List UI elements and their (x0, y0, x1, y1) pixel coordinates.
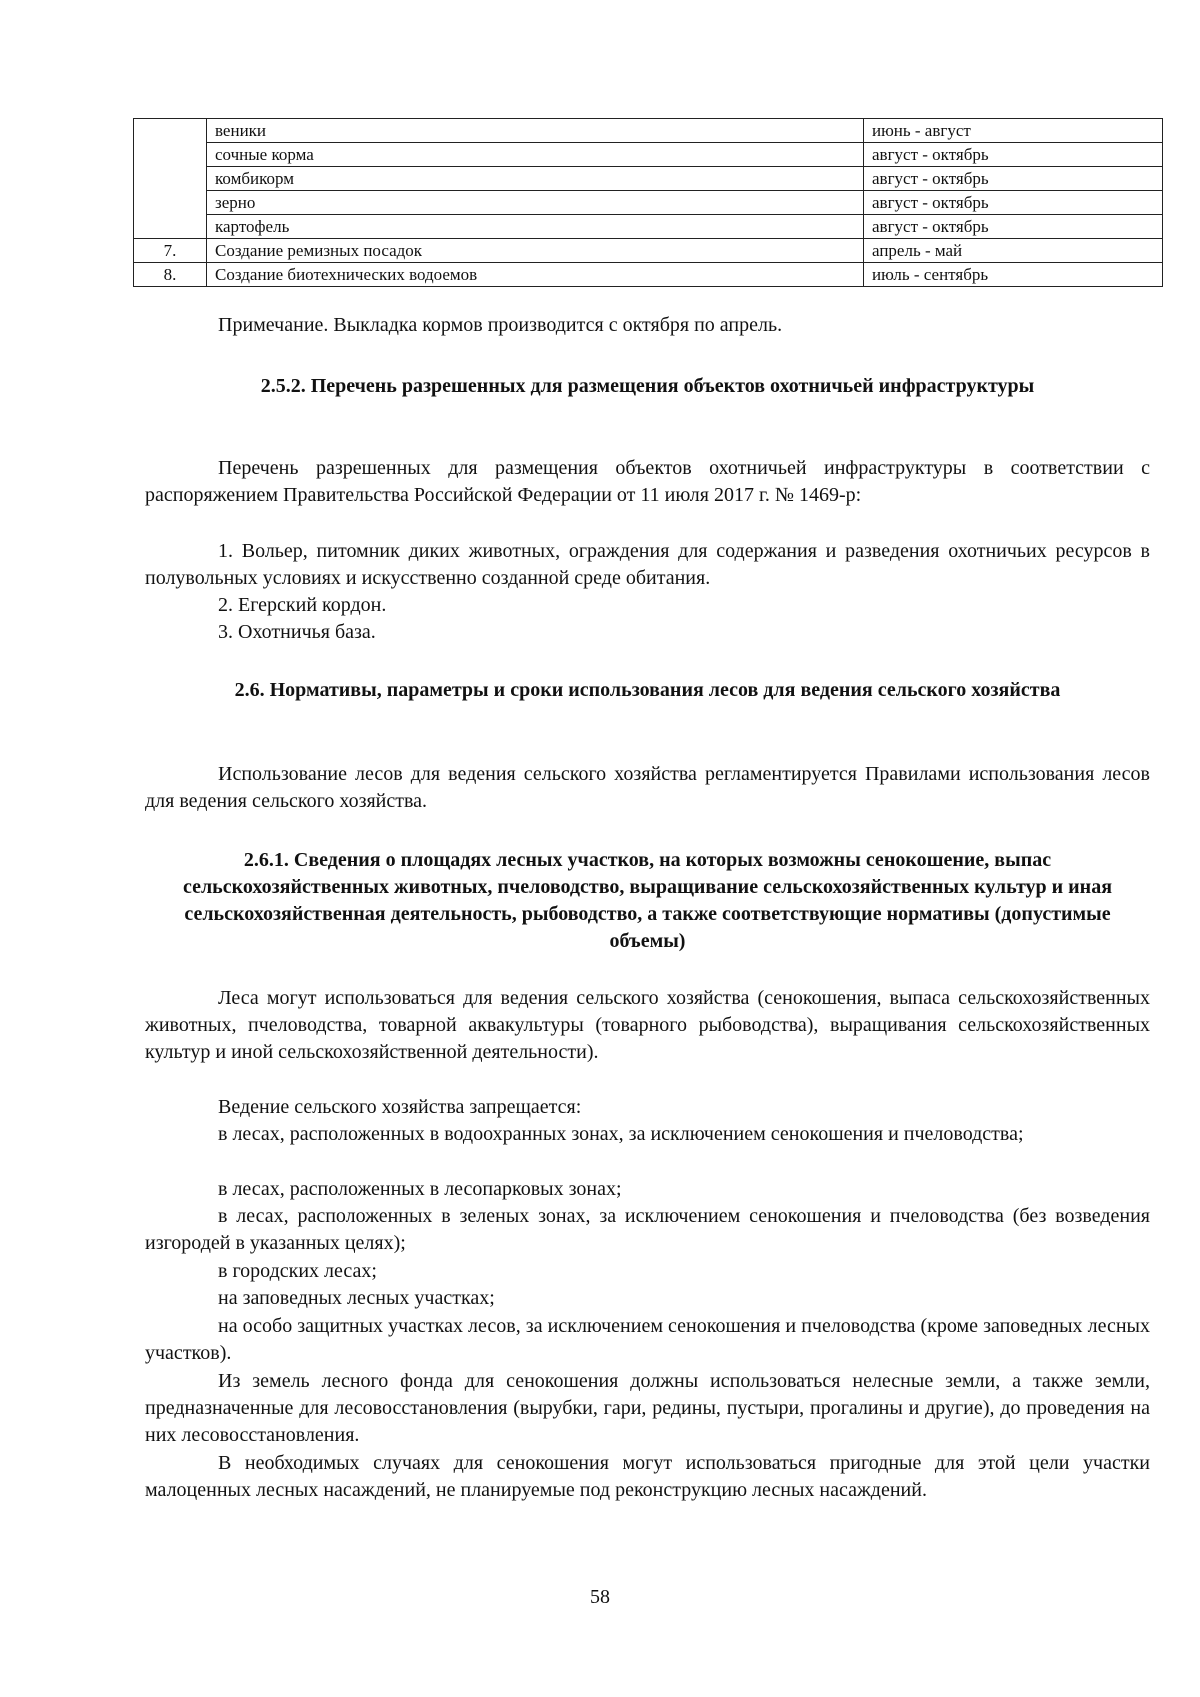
table-row (134, 191, 1163, 215)
paragraph: В необходимых случаях для сенокошения могут использоваться пригодные для этой цели участки малоценных лесных насаждений, не планируемые под реконструкцию лесных насаждений. (145, 1452, 1150, 1501)
row-name: картофель (207, 215, 864, 239)
row-number (134, 167, 207, 191)
row-period: июнь - август (864, 119, 1163, 143)
row-name: зерно (207, 191, 864, 215)
list-item: 1. Вольер, питомник диких животных, ограждения для содержания и разведения охотничьих ресурсов в полувольных условиях и искусственно созданной среде обитания. (145, 540, 1150, 589)
row-period: август - октябрь (864, 215, 1163, 239)
row-number (134, 191, 207, 215)
paragraph: на особо защитных участках лесов, за исключением сенокошения и пчеловодства (кроме заповедных лесных участков). (145, 1315, 1150, 1364)
paragraph: Леса могут использоваться для ведения сельского хозяйства (сенокошения, выпаса сельскохозяйственных животных, пчеловодства, товарной аквакультуры (товарного рыбоводства), выращивания сельскохозяйственных культур и иной сельскохозяйственной деятельности). (145, 987, 1150, 1063)
works-table (133, 118, 1163, 287)
row-number (134, 215, 207, 239)
paragraph: в лесах, расположенных в водоохранных зонах, за исключением сенокошения и пчеловодства; (218, 1123, 1024, 1145)
paragraph: Из земель лесного фонда для сенокошения должны использоваться нелесные земли, а также земли, предназначенные для лесовосстановления (вырубки, гари, редины, пустыри, прогалины и другие), до проведения на них лесовосстановления. (145, 1370, 1150, 1446)
page-number: 58 (590, 1586, 610, 1608)
table-row (134, 215, 1163, 239)
table-row (134, 119, 1163, 143)
paragraph: Ведение сельского хозяйства запрещается: (218, 1096, 582, 1118)
paragraph: в лесах, расположенных в лесопарковых зонах; (218, 1178, 622, 1200)
paragraph: на заповедных лесных участках; (218, 1287, 495, 1309)
section-heading-2-6: 2.6. Нормативы, параметры и сроки использования лесов для ведения сельского хозяйства (234, 679, 1061, 701)
row-period: август - октябрь (864, 167, 1163, 191)
row-period: апрель - май (864, 239, 1163, 263)
table-row (134, 263, 1163, 287)
list-item: 3. Охотничья база. (218, 621, 376, 643)
section-heading-2-5-2: 2.5.2. Перечень разрешенных для размещения объектов охотничьей инфраструктуры (260, 375, 1035, 397)
section-2-6-text: Использование лесов для ведения сельского хозяйства регламентируется Правилами использования лесов для ведения сельского хозяйства. (145, 763, 1150, 812)
row-period: август - октябрь (864, 143, 1163, 167)
row-name: Создание ремизных посадок (207, 239, 864, 263)
section-heading-2-6-1: 2.6.1. Сведения о площадях лесных участков, на которых возможны сенокошение, выпас сельскохозяйственных животных, пчеловодство, выращивание сельскохозяйственных культур и иная сельскохозяйственная деятельность, рыбоводство, а также соответствующие нормативы (допустимые объемы) (182, 849, 1113, 952)
table-note: Примечание. Выкладка кормов производится с октября по апрель. (218, 314, 783, 336)
table-row (134, 143, 1163, 167)
row-name: Создание биотехнических водоемов (207, 263, 864, 287)
row-name: комбикорм (207, 167, 864, 191)
row-number (134, 143, 207, 167)
row-period: август - октябрь (864, 191, 1163, 215)
list-item: 2. Егерский кордон. (218, 594, 387, 616)
row-number: 7. (134, 239, 207, 263)
section-2-5-2-intro: Перечень разрешенных для размещения объектов охотничьей инфраструктуры в соответствии с распоряжением Правительства Российской Федерации от 11 июля 2017 г. № 1469-р: (145, 457, 1150, 506)
paragraph: в лесах, расположенных в зеленых зонах, за исключением сенокошения и пчеловодства (без возведения изгородей в указанных целях); (145, 1205, 1150, 1254)
table-row (134, 167, 1163, 191)
row-period: июль - сентябрь (864, 263, 1163, 287)
row-number (134, 119, 207, 143)
row-number: 8. (134, 263, 207, 287)
row-name: сочные корма (207, 143, 864, 167)
paragraph: в городских лесах; (218, 1260, 377, 1282)
row-name: веники (207, 119, 864, 143)
table-row (134, 239, 1163, 263)
